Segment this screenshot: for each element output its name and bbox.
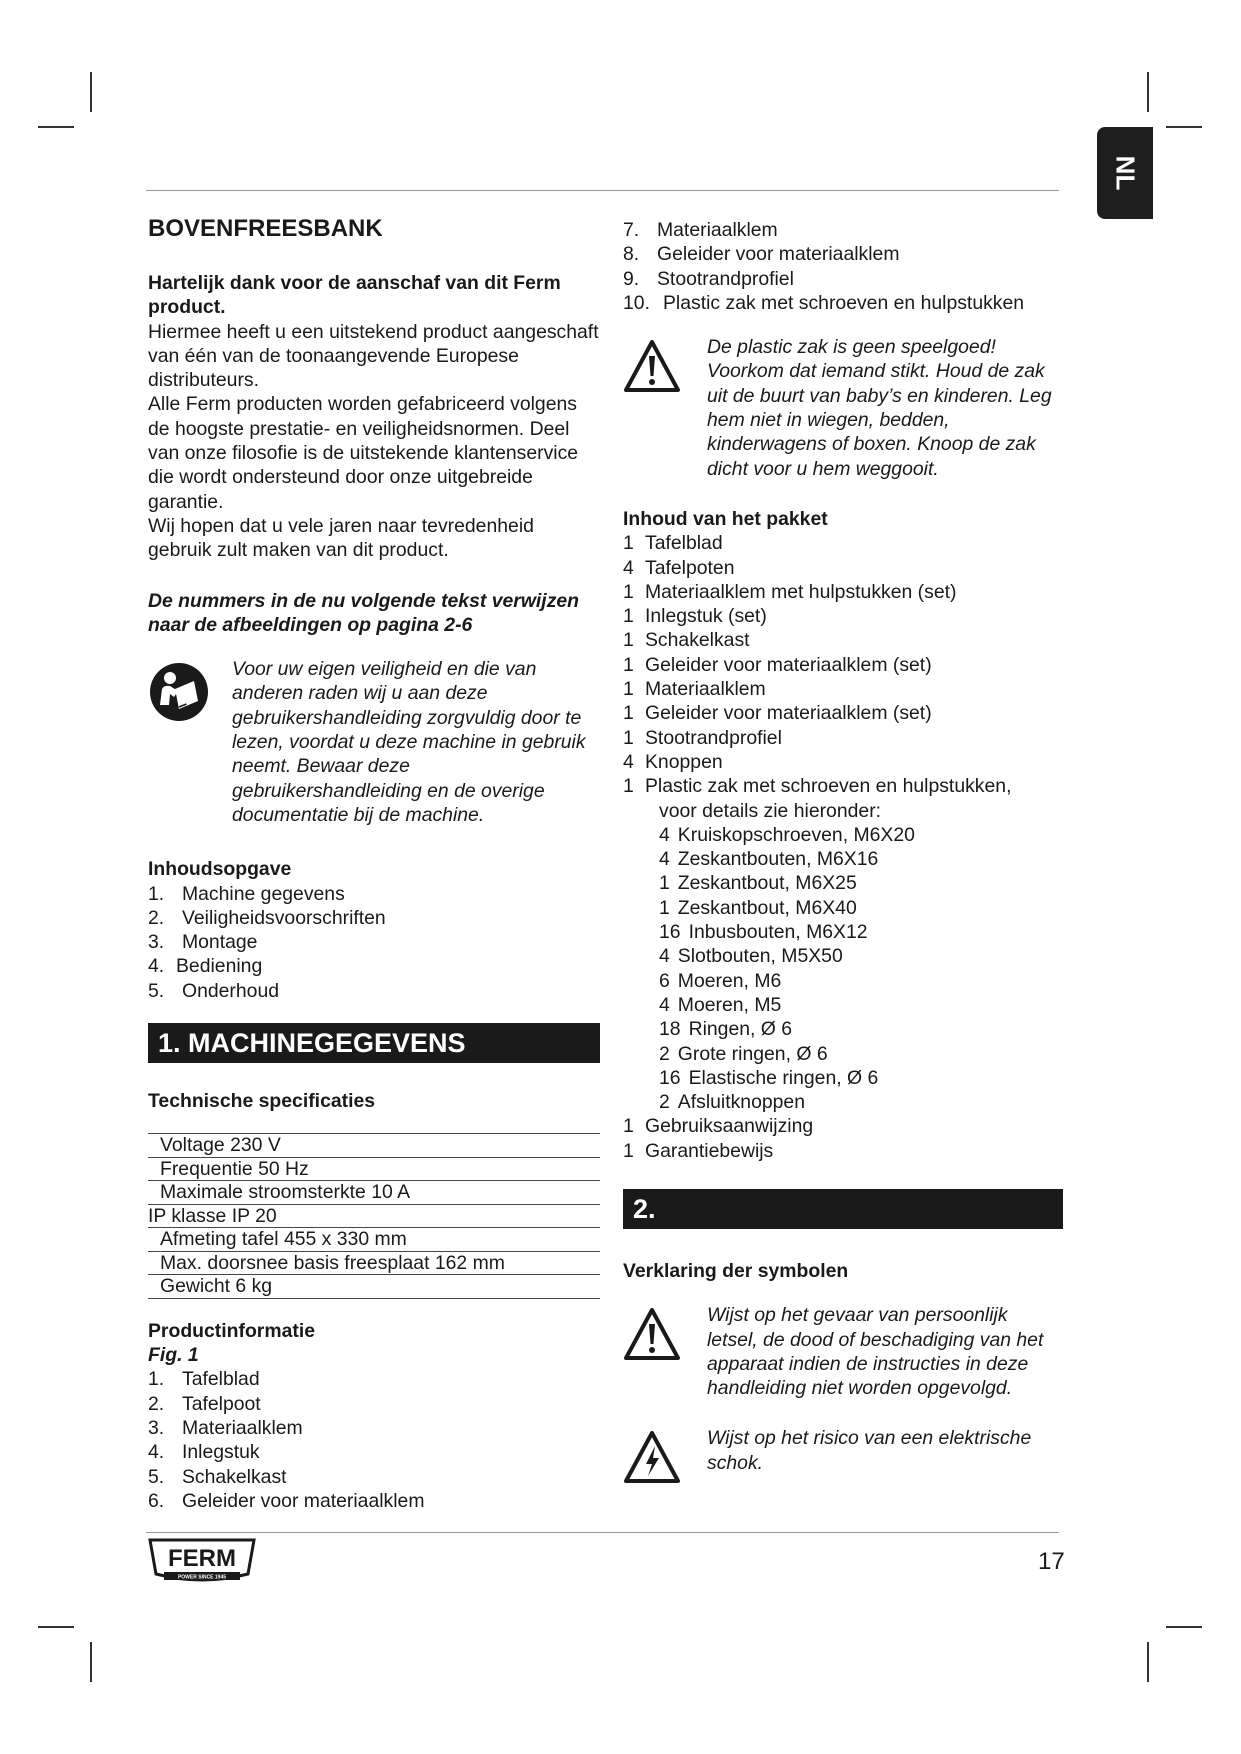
intro-paragraph-1: Hiermee heeft u een uitstekend product aangeschaft van één van de toonaangevende Europese distributeurs. bbox=[148, 320, 599, 392]
list-item: 4 Knoppen bbox=[623, 750, 723, 773]
intro-paragraph-3: Wij hopen dat u vele jaren naar tevredenheid gebruik zult maken van dit product. bbox=[148, 514, 534, 562]
right-column bbox=[623, 218, 1063, 1475]
crop-mark bbox=[1147, 1642, 1149, 1682]
list-item: 6 Moeren, M6 bbox=[659, 969, 782, 992]
left-column bbox=[148, 205, 600, 1513]
thanks-heading: Hartelijk dank voor de aanschaf van dit Ferm product. bbox=[148, 272, 561, 319]
spec-row: Frequentie 50 Hz bbox=[148, 1158, 600, 1182]
list-item: 1 Geleider voor materiaalklem (set) bbox=[623, 702, 932, 725]
section-2-banner: 2. VEILIGHEIDSVOORSCHRIFTEN bbox=[623, 1189, 1063, 1229]
product-item: 9. Stootrandprofiel bbox=[623, 267, 794, 290]
toc-item: 2. Veiligheidsvoorschriften bbox=[148, 906, 386, 929]
figure-label: Fig. 1 bbox=[148, 1344, 199, 1367]
safety-note-text: Voor uw eigen veiligheid en die van anderen raden wij u aan deze gebruikershandleiding zorgvuldig door te lezen, voordat u deze machine in gebruik neemt. Bewaar deze gebruikershandleiding en de overige documentatie bij de machine. bbox=[232, 658, 586, 826]
spec-row: Afmeting tafel 455 x 330 mm bbox=[148, 1228, 600, 1252]
page-title: BOVENFREESBANK bbox=[148, 215, 383, 242]
list-item: 1 Geleider voor materiaalklem (set) bbox=[623, 653, 932, 676]
crop-mark bbox=[90, 72, 92, 112]
product-item: 3. Materiaalklem bbox=[148, 1417, 303, 1439]
list-item: 1 Materiaalklem met hulpstukken (set) bbox=[623, 580, 957, 603]
list-item: 1 Stootrandprofiel bbox=[623, 726, 782, 749]
list-item: 2 Afsluitknoppen bbox=[659, 1091, 806, 1114]
spec-row: Max. doorsnee basis freesplaat 162 mm bbox=[148, 1252, 600, 1276]
product-item: 10. Plastic zak met schroeven en hulpstukken bbox=[623, 291, 1025, 314]
list-item: 4 Moeren, M5 bbox=[659, 993, 782, 1016]
list-item: 4 Tafelpoten bbox=[623, 556, 735, 579]
figure-note: De nummers in de nu volgende tekst verwijzen naar de afbeeldingen op pagina 2-6 bbox=[148, 589, 580, 636]
list-item: 1 Inlegstuk (set) bbox=[623, 605, 767, 628]
list-item: 1 Zeskantbout, M6X25 bbox=[659, 872, 857, 895]
list-item: 16 Inbusbouten, M6X12 bbox=[659, 921, 868, 944]
list-item: 1 Zeskantbout, M6X40 bbox=[659, 896, 857, 919]
spec-table bbox=[148, 1133, 600, 1299]
page-number: 17 bbox=[1038, 1548, 1065, 1575]
symbol-warning-text: Wijst op het gevaar van persoonlijk letsel, de dood of beschadiging van het apparaat indien de instructies in deze handleiding niet worden opgevolgd. bbox=[707, 1304, 1044, 1400]
list-item: 2 Grote ringen, Ø 6 bbox=[659, 1042, 828, 1065]
toc-item: 3. Montage bbox=[148, 931, 258, 954]
list-item: 1 Schakelkast bbox=[623, 629, 750, 652]
ferm-logo bbox=[148, 1538, 256, 1589]
crop-mark bbox=[90, 1642, 92, 1682]
list-item: 1 Gebruiksaanwijzing bbox=[623, 1115, 814, 1138]
crop-mark bbox=[38, 1626, 74, 1628]
spec-row: IP klasse IP 20 bbox=[148, 1205, 600, 1229]
spec-row: Maximale stroomsterkte 10 A bbox=[148, 1181, 600, 1205]
contents-heading: Inhoud van het pakket bbox=[623, 507, 828, 530]
symbols-heading: Verklaring der symbolen bbox=[623, 1259, 849, 1282]
product-item: 5. Schakelkast bbox=[148, 1465, 287, 1488]
product-item: 1. Tafelblad bbox=[148, 1368, 260, 1391]
spec-row: Voltage 230 V bbox=[148, 1133, 600, 1158]
toc-item: 4. Bediening bbox=[148, 955, 263, 978]
section-1-banner: 1. MACHINEGEGEVENS bbox=[148, 1023, 600, 1063]
product-item: 6. Geleider voor materiaalklem bbox=[148, 1489, 425, 1512]
spec-heading: Technische specificaties bbox=[148, 1090, 376, 1113]
bag-warning bbox=[623, 335, 1063, 481]
product-item: 7. Materiaalklem bbox=[623, 219, 778, 241]
list-item: 1 Tafelblad bbox=[623, 532, 723, 555]
ferm-logo-text: FERM bbox=[168, 1545, 236, 1572]
product-item: 8. Geleider voor materiaalklem bbox=[623, 243, 900, 266]
warning-triangle-icon bbox=[623, 339, 681, 399]
footer-rule bbox=[146, 1532, 1059, 1533]
toc-item: 1. Machine gegevens bbox=[148, 882, 345, 905]
crop-mark bbox=[1166, 126, 1202, 128]
crop-mark bbox=[1147, 72, 1149, 112]
list-item: 1 Plastic zak met schroeven en hulpstukken, bbox=[623, 775, 1012, 798]
crop-mark bbox=[38, 126, 74, 128]
list-item: 18 Ringen, Ø 6 bbox=[659, 1018, 793, 1041]
product-item: 2. Tafelpoot bbox=[148, 1392, 261, 1415]
list-item: 4 Zeskantbouten, M6X16 bbox=[659, 848, 879, 871]
toc-item: 5. Onderhoud bbox=[148, 979, 280, 1002]
spec-row: Gewicht 6 kg bbox=[148, 1275, 600, 1299]
language-tab bbox=[1097, 127, 1153, 219]
list-item: 4 Slotbouten, M5X50 bbox=[659, 945, 843, 968]
toc-heading: Inhoudsopgave bbox=[148, 858, 292, 881]
safety-note bbox=[148, 657, 600, 827]
symbol-shock-text: Wijst op het risico van een elektrische schok. bbox=[707, 1427, 1032, 1474]
product-heading: Productinformatie bbox=[148, 1319, 315, 1342]
intro-paragraph-2: Alle Ferm producten worden gefabriceerd volgens de hoogste prestatie- en veiligheidsnormen. Deel van onze filosofie is de uitstekende klantenservice die wordt ondersteund door onze uitgebreide garantie. bbox=[148, 393, 579, 513]
list-item: 16 Elastische ringen, Ø 6 bbox=[659, 1066, 879, 1089]
ferm-logo-subtext: POWER SINCE 1945 bbox=[177, 1574, 227, 1581]
header-rule bbox=[146, 190, 1059, 191]
list-item-detail: voor details zie hieronder: bbox=[659, 799, 882, 822]
warning-triangle-icon bbox=[623, 1307, 681, 1367]
product-item: 4. Inlegstuk bbox=[148, 1441, 260, 1464]
list-item: 4 Kruiskopschroeven, M6X20 bbox=[659, 823, 915, 846]
crop-mark bbox=[1166, 1626, 1202, 1628]
symbol-shock bbox=[623, 1426, 1063, 1475]
bag-warning-text: De plastic zak is geen speelgoed! Voorkom dat iemand stikt. Houd de zak uit de buurt van baby’s en kinderen. Leg hem niet in wiegen, bedden, kinderwagens of boxen. Knoop de zak dicht voor u hem weggooit. bbox=[707, 336, 1052, 480]
electric-shock-icon bbox=[623, 1430, 681, 1490]
list-item: 1 Materiaalklem bbox=[623, 678, 766, 701]
manual-read-icon bbox=[148, 661, 210, 729]
list-item: 1 Garantiebewijs bbox=[623, 1139, 774, 1162]
language-tab-label: NL bbox=[1110, 155, 1141, 191]
symbol-warning bbox=[623, 1303, 1063, 1400]
